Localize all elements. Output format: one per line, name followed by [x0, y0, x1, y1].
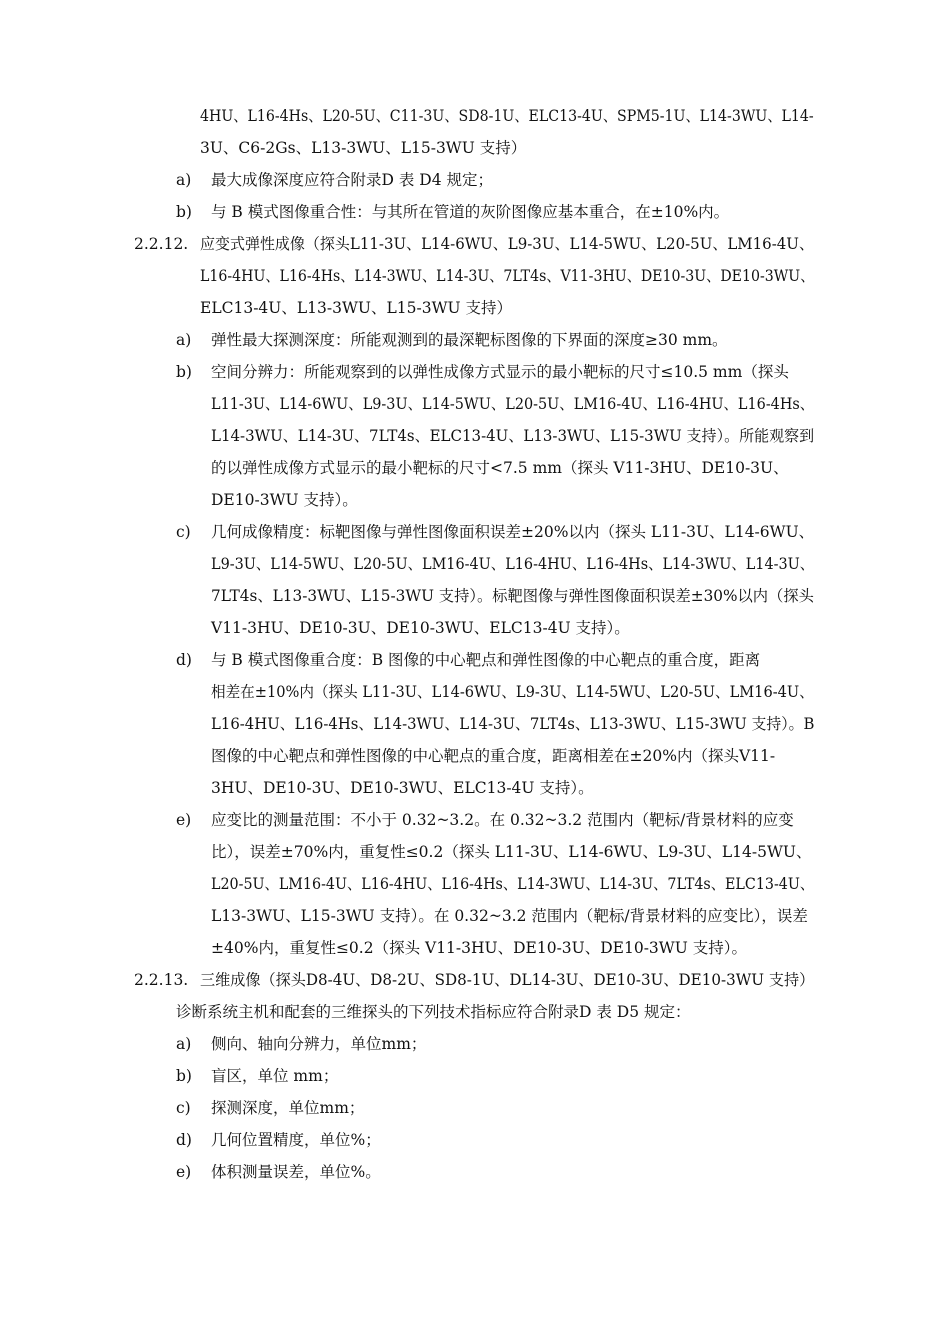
list-item-text: 空间分辨力：所能观察到的以弹性成像方式显示的最小靶标的尺寸≤10.5 mm（探头 — [211, 363, 789, 381]
section-number: 2.2.12. — [134, 235, 189, 253]
continuation-line: 3U、C6-2Gs、L13-3WU、L15-3WU 支持） — [200, 139, 527, 157]
list-item-text: 盲区，单位 mm； — [211, 1067, 339, 1085]
list-item-text: 3HU、DE10-3U、DE10-3WU、ELC13-4U 支持）。 — [211, 779, 594, 797]
list-item-text: 最大成像深度应符合附录D 表 D4 规定； — [211, 171, 493, 189]
list-item-text: 的以弹性成像方式显示的最小靶标的尺寸<7.5 mm（探头 V11-3HU、DE10-3U、 — [211, 459, 789, 477]
list-item-text: 相差在±10%内（探头 L11-3U、L14-6WU、L9-3U、L14-5WU、L20-5U、LM16-4U、 — [211, 683, 814, 701]
section-number: 2.2.13. — [134, 971, 189, 989]
list-marker: d) — [176, 1131, 192, 1149]
list-item-text: 图像的中心靶点和弹性图像的中心靶点的重合度，距离相差在±20%内（探头V11- — [211, 747, 776, 765]
list-item-text: L20-5U、LM16-4U、L16-4HU、L16-4Hs、L14-3WU、L14-3U、7LT4s、ELC13-4U、 — [211, 875, 815, 893]
section-heading-line: 三维成像（探头D8-4U、D8-2U、SD8-1U、DL14-3U、DE10-3U、DE10-3WU 支持） — [200, 971, 815, 989]
list-marker: a) — [176, 1035, 192, 1053]
continuation-line: 4HU、L16-4Hs、L20-5U、C11-3U、SD8-1U、ELC13-4U、SPM5-1U、L14-3WU、L14- — [200, 107, 814, 125]
section-heading-line: L16-4HU、L16-4Hs、L14-3WU、L14-3U、7LT4s、V11-3HU、DE10-3U、DE10-3WU、 — [200, 267, 815, 285]
list-item-text: 7LT4s、L13-3WU、L15-3WU 支持）。标靶图像与弹性图像面积误差±30%以内（探头 — [211, 587, 814, 605]
list-marker: a) — [176, 171, 192, 189]
list-marker: b) — [176, 203, 192, 221]
section-intro: 诊断系统主机和配套的三维探头的下列技术指标应符合附录D 表 D5 规定： — [176, 1003, 691, 1021]
list-item-text: V11-3HU、DE10-3U、DE10-3WU、ELC13-4U 支持）。 — [211, 619, 630, 637]
list-item-text: L9-3U、L14-5WU、L20-5U、LM16-4U、L16-4HU、L16-4Hs、L14-3WU、L14-3U、 — [211, 555, 815, 573]
list-item-text: 与 B 模式图像重合性：与其所在管道的灰阶图像应基本重合，在±10%内。 — [211, 203, 730, 221]
section-heading-line: ELC13-4U、L13-3WU、L15-3WU 支持） — [200, 299, 512, 317]
list-item-text: L13-3WU、L15-3WU 支持）。在 0.32~3.2 范围内（靶标/背景材料的应变比），误差 — [211, 907, 808, 925]
list-item-text: 体积测量误差，单位%。 — [211, 1163, 381, 1181]
list-item-text: L11-3U、L14-6WU、L9-3U、L14-5WU、L20-5U、LM16-4U、L16-4HU、L16-4Hs、 — [211, 395, 815, 413]
section-heading-line: 应变式弹性成像（探头L11-3U、L14-6WU、L9-3U、L14-5WU、L20-5U、LM16-4U、 — [200, 235, 814, 253]
list-item-text: 应变比的测量范围：不小于 0.32~3.2。在 0.32~3.2 范围内（靶标/背景材料的应变 — [211, 811, 794, 829]
list-item-text: L16-4HU、L16-4Hs、L14-3WU、L14-3U、7LT4s、L13-3WU、L15-3WU 支持）。B — [211, 715, 815, 733]
list-item-text: DE10-3WU 支持）。 — [211, 491, 358, 509]
list-item-text: 弹性最大探测深度：所能观测到的最深靶标图像的下界面的深度≥30 mm。 — [211, 331, 728, 349]
list-item-text: 比），误差±70%内，重复性≤0.2（探头 L11-3U、L14-6WU、L9-3U、L14-5WU、 — [211, 843, 812, 861]
list-marker: b) — [176, 363, 192, 381]
list-item-text: 侧向、轴向分辨力，单位mm； — [211, 1035, 427, 1053]
list-marker: c) — [176, 1099, 191, 1117]
list-marker: e) — [176, 1163, 192, 1181]
list-item-text: L14-3WU、L14-3U、7LT4s、ELC13-4U、L13-3WU、L15-3WU 支持）。所能观察到 — [211, 427, 815, 445]
list-item-text: ±40%内，重复性≤0.2（探头 V11-3HU、DE10-3U、DE10-3WU 支持）。 — [211, 939, 747, 957]
list-item-text: 几何位置精度，单位%； — [211, 1131, 381, 1149]
list-marker: b) — [176, 1067, 192, 1085]
list-item-text: 几何成像精度：标靶图像与弹性图像面积误差±20%以内（探头 L11-3U、L14-6WU、 — [211, 523, 815, 541]
list-marker: d) — [176, 651, 192, 669]
list-marker: a) — [176, 331, 192, 349]
list-marker: c) — [176, 523, 191, 541]
list-item-text: 探测深度，单位mm； — [211, 1099, 365, 1117]
list-item-text: 与 B 模式图像重合度：B 图像的中心靶点和弹性图像的中心靶点的重合度，距离 — [211, 651, 761, 669]
list-marker: e) — [176, 811, 192, 829]
